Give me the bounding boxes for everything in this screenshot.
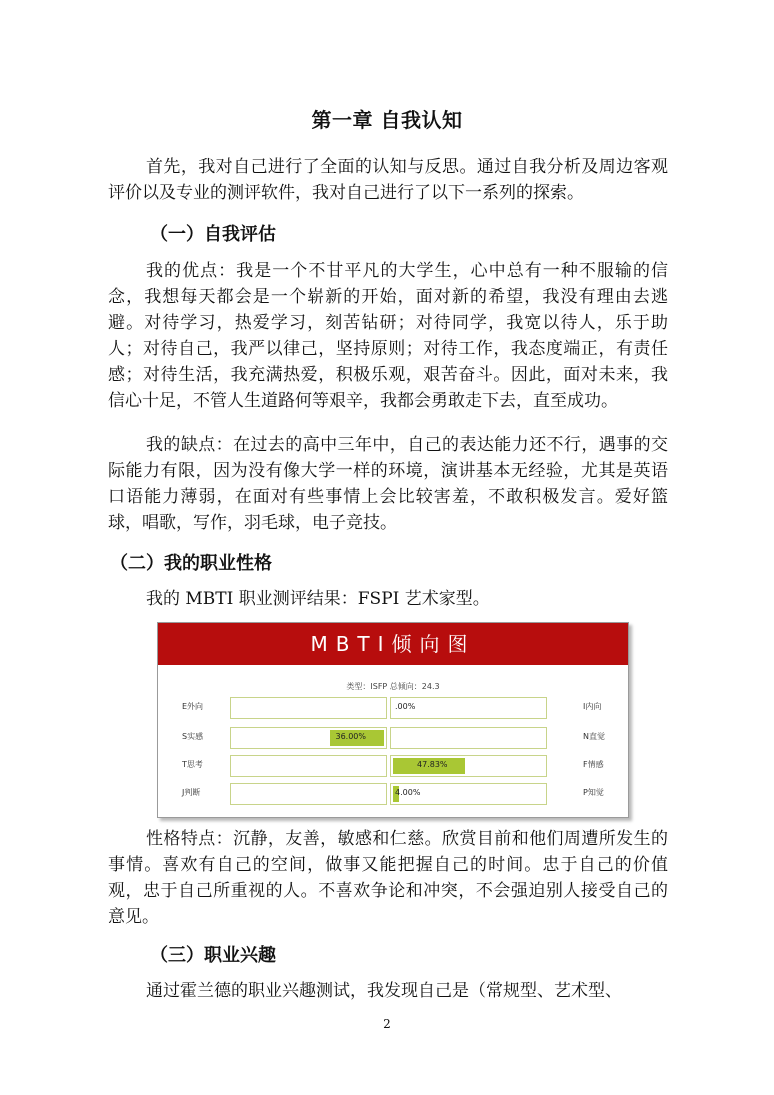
mbti-left-box bbox=[230, 727, 387, 749]
mbti-right-box bbox=[390, 697, 547, 719]
mbti-summary: 类型：ISFP 总倾向：24.3 bbox=[346, 682, 440, 691]
mbti-left-box bbox=[230, 755, 387, 777]
chapter-title: 第一章 自我认知 bbox=[311, 108, 463, 132]
mbti-left-label: J判断 bbox=[182, 788, 201, 797]
strengths-text: 我的优点：我是一个不甘平凡的大学生，心中总有一种不服输的信念，我想每天都会是一个崭新的开始，面对新的希望，我没有理由去逃避。对待学习，热爱学习，刻苦钻研；对待同学，我宽以待人，乐于助人；对待自己，我严以律己，坚持原则；对待工作，我态度端正，有责任感；对待生活，我充满热爱，积极乐观，艰苦奋斗。因此，面对未来，我信心十足，不管人生道路何等艰辛，我都会勇敢走下去，直至成功。 bbox=[108, 261, 668, 411]
mbti-left-label: E外向 bbox=[182, 702, 204, 711]
mbti-chart-title: MBTI倾向图 bbox=[158, 623, 628, 665]
mbti-right-box bbox=[390, 783, 547, 805]
intro-paragraph bbox=[108, 154, 668, 206]
mbti-row bbox=[158, 755, 628, 777]
section2-heading: （二）我的职业性格 bbox=[110, 553, 272, 574]
mbti-left-label: S实感 bbox=[182, 732, 204, 741]
traits-paragraph bbox=[108, 826, 668, 930]
interest-paragraph bbox=[108, 978, 668, 1004]
mbti-left-box bbox=[230, 697, 387, 719]
mbti-result-text: 我的 MBTI 职业测评结果：FSPI 艺术家型。 bbox=[146, 589, 490, 609]
mbti-right-label: N直觉 bbox=[583, 732, 605, 741]
mbti-row bbox=[158, 783, 628, 805]
mbti-value-label: 47.83% bbox=[417, 760, 448, 769]
mbti-left-label: T思考 bbox=[182, 760, 203, 769]
mbti-right-box bbox=[390, 727, 547, 749]
section3-heading: （三）职业兴趣 bbox=[150, 945, 276, 966]
mbti-left-box bbox=[230, 783, 387, 805]
page-number: 2 bbox=[383, 1017, 391, 1031]
mbti-right-box bbox=[390, 755, 547, 777]
mbti-row bbox=[158, 697, 628, 719]
traits-text: 性格特点：沉静，友善，敏感和仁慈。欣赏目前和他们周遭所发生的事情。喜欢有自己的空间，做事又能把握自己的时间。忠于自己的价值观，忠于自己所重视的人。不喜欢争论和冲突，不会强迫别人接受自己的意见。 bbox=[108, 829, 668, 927]
mbti-value-label: 4.00% bbox=[395, 788, 421, 797]
interest-text: 通过霍兰德的职业兴趣测试，我发现自己是（常规型、艺术型、 bbox=[146, 981, 622, 1001]
weaknesses-text: 我的缺点：在过去的高中三年中，自己的表达能力还不行，遇事的交际能力有限，因为没有像大学一样的环境，演讲基本无经验，尤其是英语口语能力薄弱，在面对有些事情上会比较害羞，不敢积极发言。爱好篮球，唱歌，写作，羽毛球，电子竞技。 bbox=[108, 435, 668, 533]
strengths-paragraph bbox=[108, 258, 668, 414]
mbti-right-label: P知觉 bbox=[583, 788, 604, 797]
intro-text: 首先，我对自己进行了全面的认知与反思。通过自我分析及周边客观评价以及专业的测评软件，我对自己进行了以下一系列的探索。 bbox=[108, 157, 668, 203]
section1-heading: （一）自我评估 bbox=[150, 224, 276, 245]
mbti-right-label: I内向 bbox=[583, 702, 602, 711]
mbti-right-label: F情感 bbox=[583, 760, 604, 769]
mbti-result-paragraph bbox=[108, 586, 668, 612]
mbti-value-label: .00% bbox=[395, 702, 416, 711]
mbti-chart bbox=[157, 622, 629, 818]
mbti-value-label: 36.00% bbox=[335, 732, 366, 741]
mbti-row bbox=[158, 727, 628, 749]
weaknesses-paragraph bbox=[108, 432, 668, 536]
